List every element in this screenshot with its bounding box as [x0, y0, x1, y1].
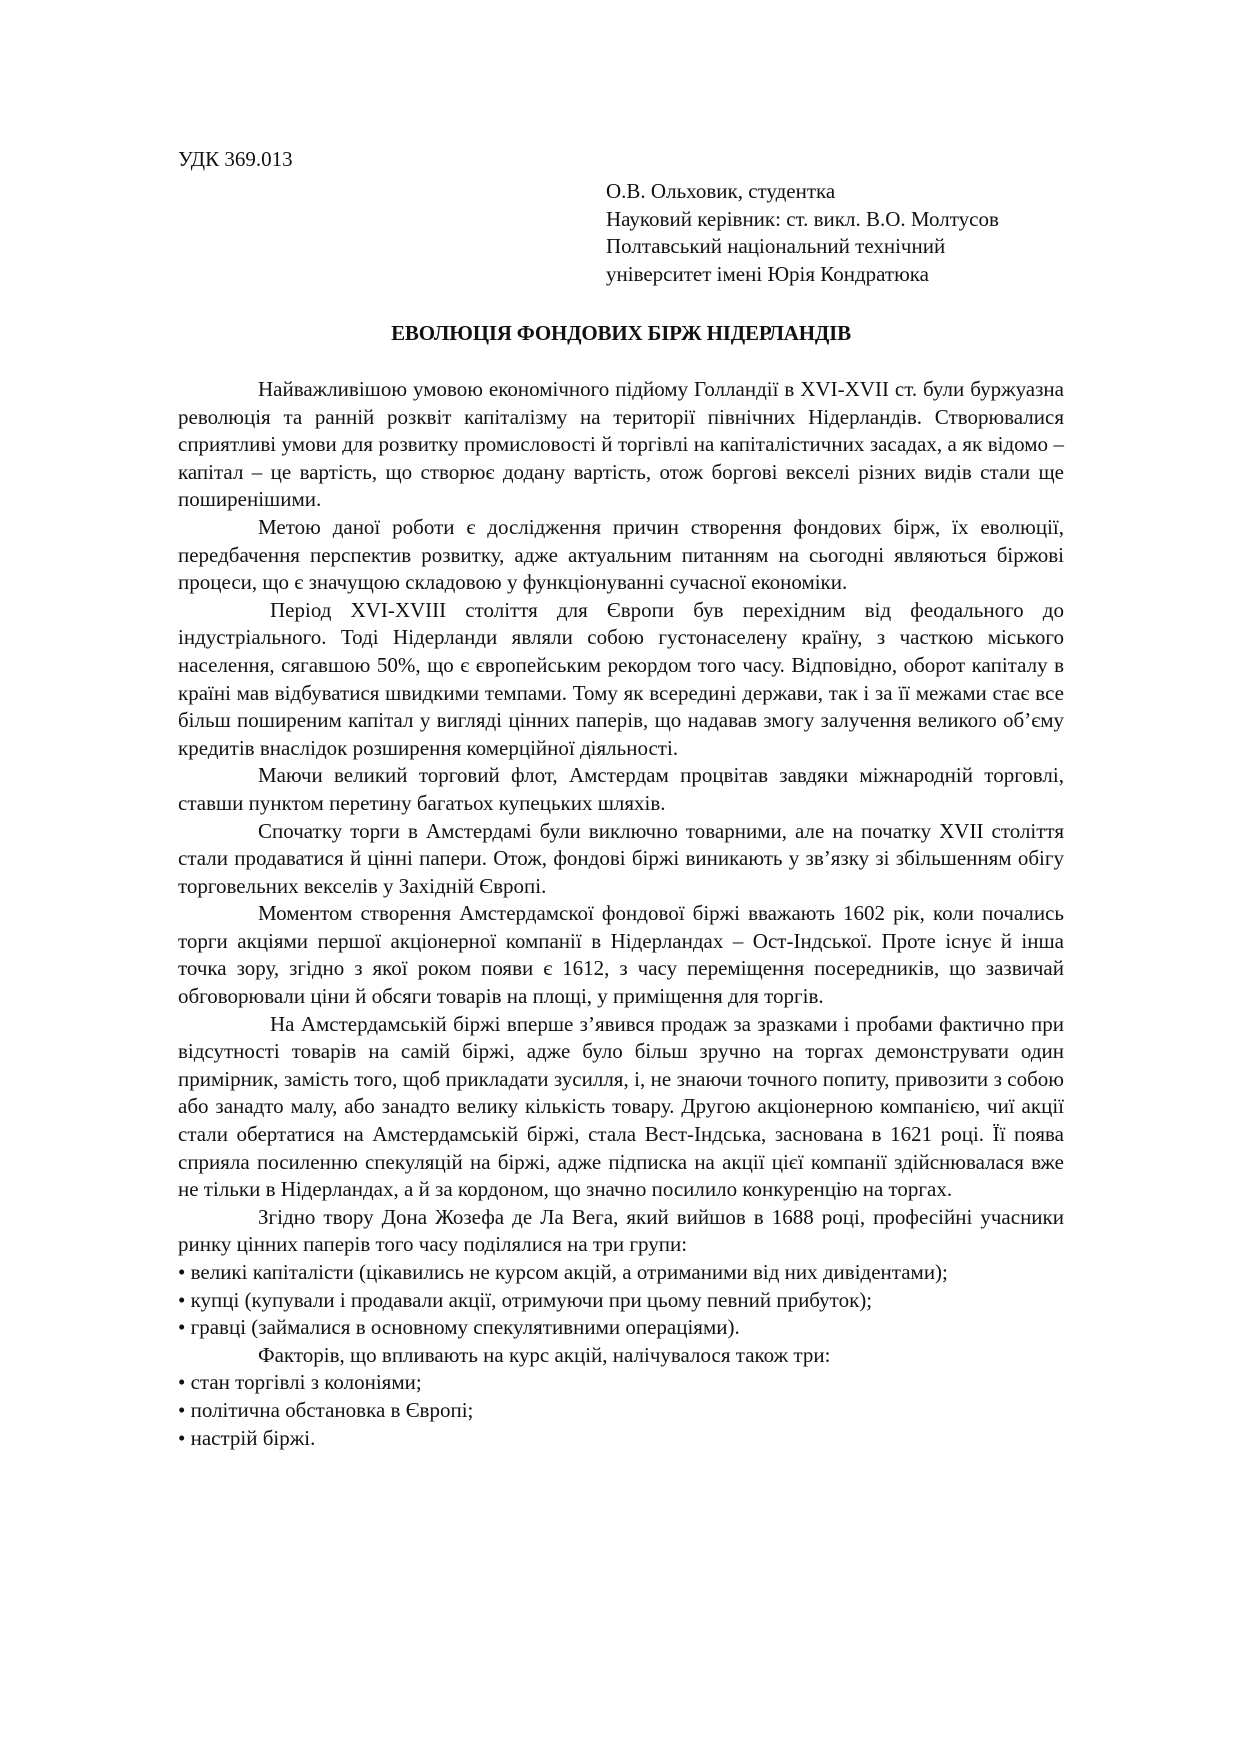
article-body: [178, 376, 1064, 1452]
paragraph: На Амстердамській біржі вперше з’явився продаж за зразками і пробами фактично при відсутності товарів на самій біржі, адже було більш зручно на торгах демонструвати один примірник, замість того, щоб прикладати зусилля, і, не знаючи точного попиту, привозити з собою або занадто малу, або занадто велику кількість товару. Другою акціонерною компанією, чиї акції стали обертатися на Амстердамській біржі, стала Вест-Індська, заснована в 1621 році. Її поява сприяла посиленню спекуляцій на біржі, адже підписка на акції цієї компанії здійснювалася вже не тільки в Нідерландах, а й за кордоном, що значно посилило конкуренцію на торгах.: [178, 1011, 1064, 1202]
author-name: О.В. Ольховик, студентка: [606, 179, 836, 203]
paragraph: Спочатку торги в Амстердамі були виключно товарними, але на початку XVII століття стали продаватися й цінні папери. Отож, фондові біржі виникають у зв’язку зі збільшенням обігу торговельних векселів у Західній Європі.: [178, 818, 1064, 898]
paragraph: Метою даної роботи є дослідження причин створення фондових бірж, їх еволюції, передбачення перспектив розвитку, адже актуальним питанням на сьогодні являються біржові процеси, що є значущою складовою у функціонуванні сучасної економіки.: [178, 514, 1064, 595]
affiliation-line-1: Полтавський національний технічний: [606, 234, 946, 258]
paragraph: Згідно твору Дона Жозефа де Ла Вега, який вийшов в 1688 році, професійні учасники ринку цінних паперів того часу поділялися на три групи:: [178, 1204, 1064, 1257]
list-item-factor: • настрій біржі.: [178, 1425, 316, 1450]
list-item-factor: • політична обстановка в Європі;: [178, 1397, 474, 1422]
author-block: [606, 178, 999, 288]
paragraph: Моментом створення Амстердамскої фондової біржі вважають 1602 рік, коли почались торги акціями першої акціонерної компанії в Нідерландах – Ост-Індської. Проте існує й інша точка зору, згідно з якої роком появи є 1612, з часу переміщення посередників, що зазвичай обговорювали ціни й обсяги товарів на площі, у приміщення для торгів.: [178, 901, 1064, 1009]
list-item-group: • гравці (займалися в основному спекулятивними операціями).: [178, 1315, 740, 1340]
paragraph: Маючи великий торговий флот, Амстердам процвітав завдяки міжнародній торговлі, ставши пунктом перетину багатьох купецьких шляхів.: [178, 763, 1064, 815]
factors-intro: Факторів, що впливають на курс акцій, налічувалося також три:: [258, 1342, 831, 1367]
article-title: ЕВОЛЮЦІЯ ФОНДОВИХ БІРЖ НІДЕРЛАНДІВ: [391, 321, 851, 345]
list-item-group: • купці (купували і продавали акції, отримуючи при цьому певний прибуток);: [178, 1287, 873, 1312]
list-item-factor: • стан торгівлі з колоніями;: [178, 1370, 422, 1395]
paragraph: Найважливішою умовою економічного підйому Голландії в XVI-XVII ст. були буржуазна революція та ранній розквіт капіталізму на території північних Нідерландів. Створювалися сприятливі умови для розвитку промисловості й торгівлі на капіталістичних засадах, а як відомо – капітал – це вартість, що створює додану вартість, отож боргові векселі різних видів стали ще поширенішими.: [178, 377, 1064, 512]
affiliation-line-2: університет імені Юрія Кондратюка: [606, 261, 929, 286]
udk-code: УДК 369.013: [178, 147, 293, 171]
paragraph: Період XVI-XVIII століття для Європи був перехідним від феодального до індустріального. Тоді Нідерланди являли собою густонаселену країну, з часткою міського населення, сягавшою 50%, що є європейським рекордом того часу. Відповідно, оборот капіталу в країні мав відбуватися швидкими темпами. Тому як всередині держави, так і за її межами стає все більш поширеним капітал у вигляді цінних паперів, що надавав змогу залучення великого об’єму кредитів внаслідок розширення комерційної діяльності.: [178, 597, 1064, 760]
supervisor: Науковий керівник: ст. викл. В.О. Молтусов: [606, 206, 999, 231]
list-item-group: • великі капіталісти (цікавились не курсом акцій, а отриманими від них дивідентами);: [178, 1260, 948, 1284]
